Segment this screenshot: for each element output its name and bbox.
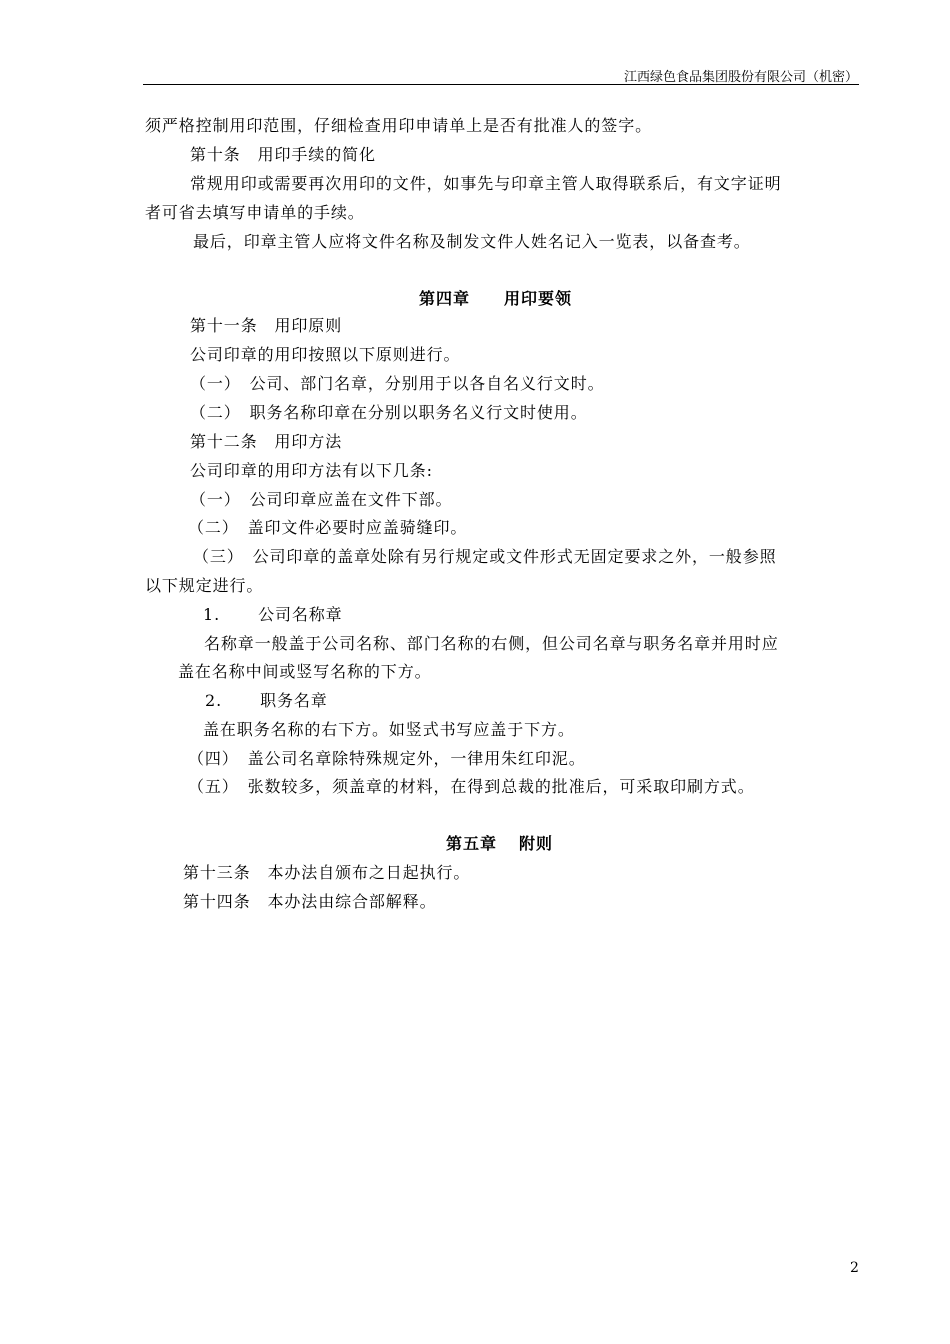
- paragraph-line: 者可省去填写申请单的手续。: [145, 203, 365, 222]
- list-item: （四） 盖公司名章除特殊规定外，一律用朱红印泥。: [188, 749, 586, 768]
- paragraph-line: 以下规定进行。: [145, 576, 264, 595]
- chapter-title: 用印要领: [504, 289, 573, 308]
- list-item: （五） 张数较多，须盖章的材料，在得到总裁的批准后，可采取印刷方式。: [188, 777, 755, 796]
- chapter-number: 第五章: [446, 834, 498, 853]
- chapter-5-heading: [446, 834, 553, 854]
- article-13: 第十三条 本办法自颁布之日起执行。: [183, 863, 471, 882]
- document-header: 江西绿色食品集团股份有限公司（机密）: [623, 70, 858, 85]
- paragraph-line: 须严格控制用印范围，仔细检查用印申请单上是否有批准人的签字。: [145, 116, 653, 135]
- paragraph-line: 公司印章的用印方法有以下几条:: [190, 461, 433, 480]
- header-divider: [143, 84, 859, 85]
- list-item: （三） 公司印章的盖章处除有另行规定或文件形式无固定要求之外，一般参照: [193, 547, 777, 566]
- paragraph-line: 公司印章的用印按照以下原则进行。: [190, 345, 461, 364]
- chapter-number: 第四章: [419, 289, 471, 308]
- article-12-title: 第十二条 用印方法: [190, 432, 343, 451]
- article-10-title: 第十条 用印手续的简化: [190, 145, 376, 164]
- list-item: （二） 职务名称印章在分别以职务名义行文时使用。: [190, 403, 588, 422]
- article-11-title: 第十一条 用印原则: [190, 316, 343, 335]
- subsection-number: 1.: [203, 605, 221, 624]
- subsection-title: 职务名章: [260, 691, 328, 710]
- subsection-2-heading: [205, 691, 328, 711]
- subsection-number: 2.: [205, 691, 223, 710]
- subsection-1-heading: [203, 605, 343, 625]
- list-item: （一） 公司印章应盖在文件下部。: [190, 490, 453, 509]
- list-item: （二） 盖印文件必要时应盖骑缝印。: [188, 518, 468, 537]
- paragraph-line: 最后，印章主管人应将文件名称及制发文件人姓名记入一览表，以备查考。: [193, 232, 751, 251]
- paragraph-line: 盖在名称中间或竖写名称的下方。: [178, 662, 432, 681]
- chapter-title: 附则: [519, 834, 554, 853]
- chapter-4-heading: [419, 289, 572, 309]
- list-item: （一） 公司、部门名章，分别用于以各自名义行文时。: [190, 374, 605, 393]
- paragraph-line: 常规用印或需要再次用印的文件，如事先与印章主管人取得联系后，有文字证明: [190, 174, 782, 193]
- subsection-title: 公司名称章: [258, 605, 343, 624]
- paragraph-line: 名称章一般盖于公司名称、部门名称的右侧，但公司名章与职务名章并用时应: [204, 634, 779, 653]
- paragraph-line: 盖在职务名称的右下方。如竖式书写应盖于下方。: [203, 720, 575, 739]
- article-14: 第十四条 本办法由综合部解释。: [183, 892, 437, 911]
- page-number: 2: [850, 1260, 859, 1276]
